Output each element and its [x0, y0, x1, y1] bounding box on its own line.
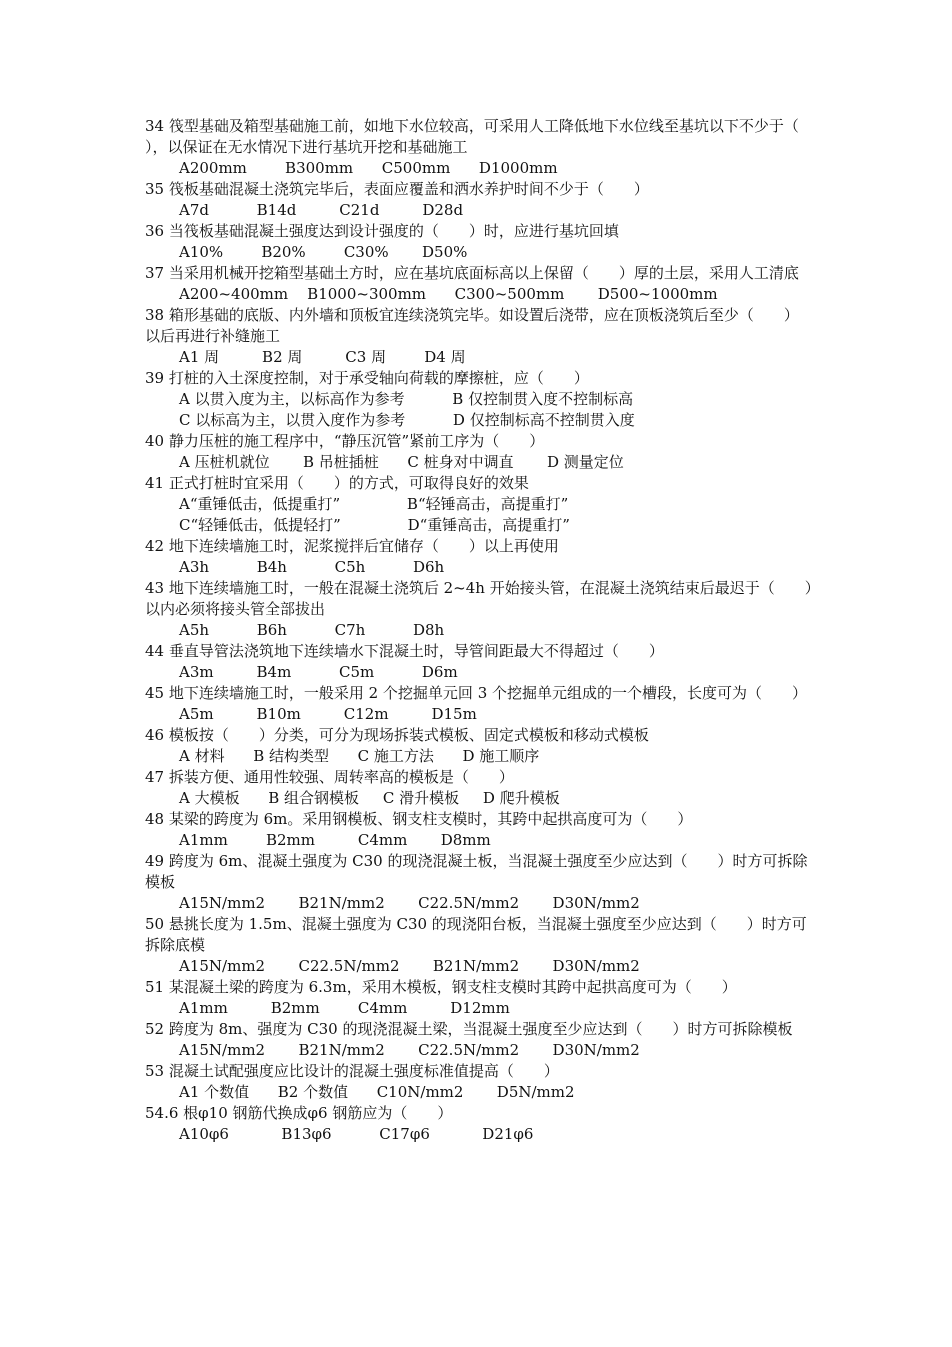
- question-block: [145, 683, 813, 725]
- answer-options: A 大模板 B 组合钢模板 C 滑升模板 D 爬升模板: [179, 789, 560, 807]
- question-block: [145, 305, 813, 368]
- question-stem: 46 模板按（ ）分类，可分为现场拆装式模板、固定式模板和移动式模板: [145, 726, 649, 744]
- question-block: [145, 578, 813, 641]
- answer-options: C 以标高为主，以贯入度作为参考 D 仅控制标高不控制贯入度: [179, 411, 635, 429]
- answer-options: A3h B4h C5h D6h: [179, 558, 445, 576]
- question-stem: 43 地下连续墙施工时，一般在混凝土浇筑后 2~4h 开始接头管，在混凝土浇筑结束后最迟于（ ）以内必须将接头管全部拔出: [145, 579, 813, 618]
- question-stem: 47 拆装方便、通用性较强、周转率高的模板是（ ）: [145, 768, 514, 786]
- question-stem: 53 混凝土试配强度应比设计的混凝土强度标准值提高（ ）: [145, 1062, 559, 1080]
- answer-options: A10φ6 B13φ6 C17φ6 D21φ6: [179, 1125, 534, 1143]
- question-block: [145, 431, 813, 473]
- answer-options: A5m B10m C12m D15m: [179, 705, 477, 723]
- answer-options: A15N/mm2 C22.5N/mm2 B21N/mm2 D30N/mm2: [179, 957, 640, 975]
- answer-options: C“轻锤低击，低提轻打” D“重锤高击，高提重打”: [179, 516, 570, 534]
- answer-options: A200mm B300mm C500mm D1000mm: [179, 159, 558, 177]
- question-block: [145, 767, 813, 809]
- answer-options: A 材料 B 结构类型 C 施工方法 D 施工顺序: [179, 747, 540, 765]
- question-block: [145, 641, 813, 683]
- question-stem: 49 跨度为 6m、混凝土强度为 C30 的现浇混凝土板，当混凝土强度至少应达到（ ）时方可拆除模板: [145, 852, 808, 891]
- question-stem: 51 某混凝土梁的跨度为 6.3m，采用木模板，钢支柱支模时其跨中起拱高度可为（ ）: [145, 978, 737, 996]
- question-stem: 39 打桩的入土深度控制，对于承受轴向荷载的摩擦桩，应（ ）: [145, 369, 589, 387]
- question-block: [145, 536, 813, 578]
- question-stem: 54.6 根φ10 钢筋代换成φ6 钢筋应为（ ）: [145, 1104, 453, 1122]
- question-block: [145, 914, 813, 977]
- question-stem: 48 某梁的跨度为 6m。采用钢模板、钢支柱支模时，其跨中起拱高度可为（ ）: [145, 810, 693, 828]
- question-block: [145, 1103, 813, 1145]
- answer-options: A5h B6h C7h D8h: [179, 621, 445, 639]
- question-block: [145, 473, 813, 536]
- question-block: [145, 809, 813, 851]
- question-block: [145, 116, 829, 179]
- question-stem: 52 跨度为 8m、强度为 C30 的现浇混凝土梁，当混凝土强度至少应达到（ ）时方可拆除模板: [145, 1020, 793, 1038]
- question-block: [145, 851, 813, 914]
- question-stem: 44 垂直导管法浇筑地下连续墙水下混凝土时，导管间距最大不得超过（ ）: [145, 642, 664, 660]
- question-block: [145, 1061, 813, 1103]
- question-block: [145, 977, 813, 1019]
- answer-options: A7d B14d C21d D28d: [179, 201, 464, 219]
- question-stem: 45 地下连续墙施工时，一般采用 2 个挖掘单元回 3 个挖掘单元组成的一个槽段，长度可为（ ）: [145, 684, 808, 702]
- answer-options: A1mm B2mm C4mm D12mm: [179, 999, 510, 1017]
- question-block: [145, 725, 813, 767]
- question-block: [145, 263, 813, 305]
- question-stem: 37 当采用机械开挖箱型基础土方时，应在基坑底面标高以上保留（ ）厚的土层，采用人工清底: [145, 264, 799, 282]
- question-stem: 42 地下连续墙施工时，泥浆搅拌后宜储存（ ）以上再使用: [145, 537, 559, 555]
- question-stem: 36 当筏板基础混凝土强度达到设计强度的（ ）时，应进行基坑回填: [145, 222, 619, 240]
- question-stem: 38 箱形基础的底版、内外墙和顶板宜连续浇筑完毕。如设置后浇带，应在顶板浇筑后至少（ ）以后再进行补缝施工: [145, 306, 799, 345]
- answer-options: A15N/mm2 B21N/mm2 C22.5N/mm2 D30N/mm2: [179, 1041, 640, 1059]
- answer-options: A10% B20% C30% D50%: [179, 243, 468, 261]
- answer-options: A15N/mm2 B21N/mm2 C22.5N/mm2 D30N/mm2: [179, 894, 640, 912]
- answer-options: A1 个数值 B2 个数值 C10N/mm2 D5N/mm2: [179, 1083, 575, 1101]
- question-stem: 40 静力压桩的施工程序中，“静压沉管”紧前工序为（ ）: [145, 432, 545, 450]
- answer-options: A1 周 B2 周 C3 周 D4 周: [179, 348, 466, 366]
- answer-options: A1mm B2mm C4mm D8mm: [179, 831, 491, 849]
- question-stem: 35 筏板基础混凝土浇筑完毕后，表面应覆盖和洒水养护时间不少于（ ）: [145, 180, 649, 198]
- question-stem: 34 筏型基础及箱型基础施工前，如地下水位较高，可采用人工降低地下水位线至基坑以下不少于（ ），以保证在无水情况下进行基坑开挖和基础施工: [145, 117, 829, 156]
- answer-options: A“重锤低击，低提重打” B“轻锤高击，高提重打”: [179, 495, 569, 513]
- question-block: [145, 221, 813, 263]
- question-block: [145, 1019, 813, 1061]
- answer-options: A 压桩机就位 B 吊桩插桩 C 桩身对中调直 D 测量定位: [179, 453, 624, 471]
- question-stem: 41 正式打桩时宜采用（ ）的方式，可取得良好的效果: [145, 474, 529, 492]
- answer-options: A200~400mm B1000~300mm C300~500mm D500~1000mm: [179, 285, 718, 303]
- question-block: [145, 368, 813, 431]
- question-stem: 50 悬挑长度为 1.5m、混凝土强度为 C30 的现浇阳台板，当混凝土强度至少应达到（ ）时方可拆除底模: [145, 915, 807, 954]
- document-body: [145, 116, 829, 1145]
- answer-options: A3m B4m C5m D6m: [179, 663, 458, 681]
- question-block: [145, 179, 813, 221]
- answer-options: A 以贯入度为主，以标高作为参考 B 仅控制贯入度不控制标高: [179, 390, 634, 408]
